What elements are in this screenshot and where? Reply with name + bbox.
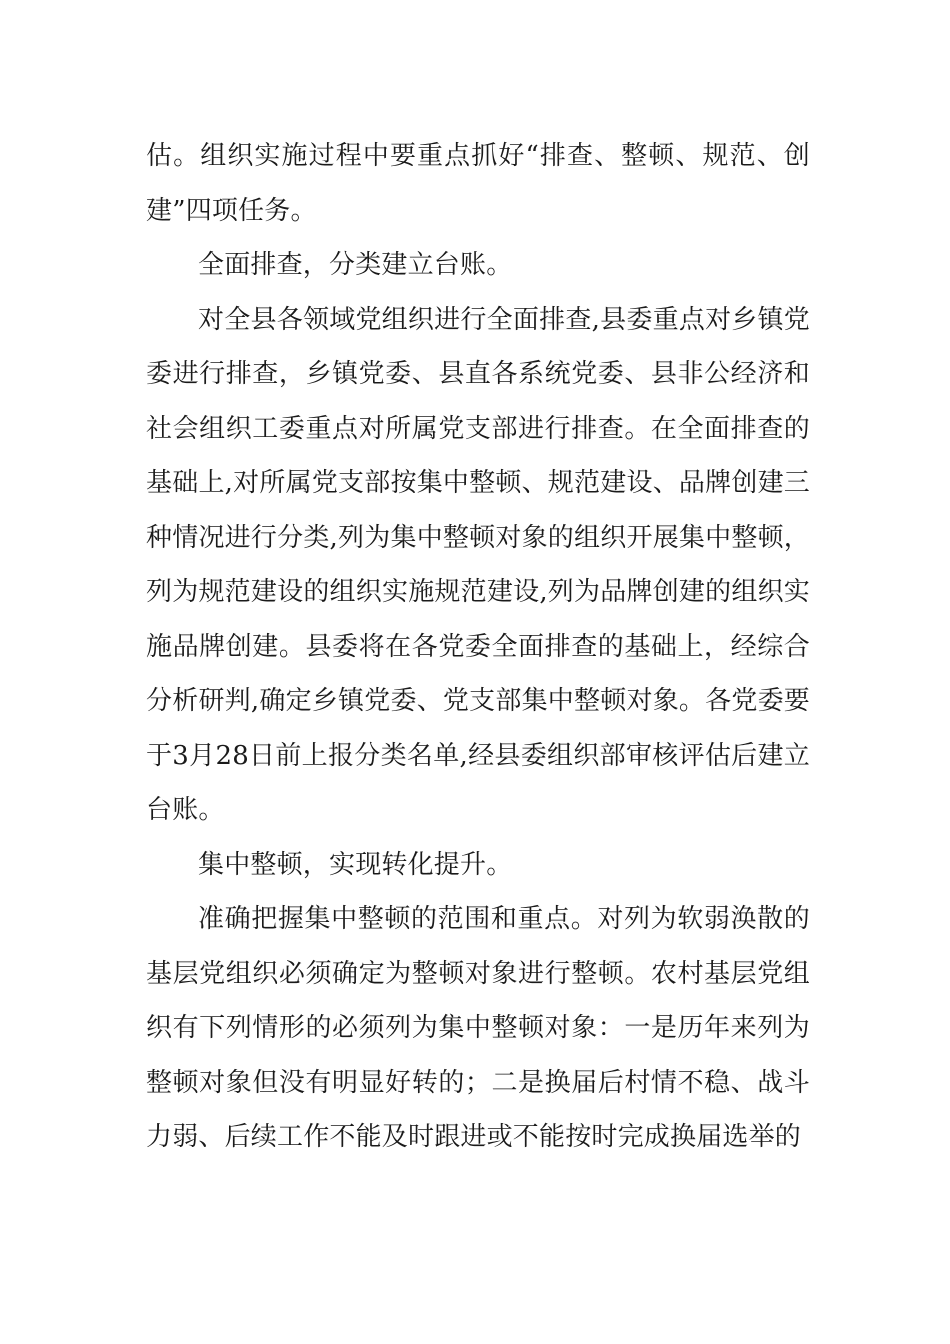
paragraph-investigation: 对全县各领域党组织进行全面排查,县委重点对乡镇党委进行排查，乡镇党委、县直各系统党委、县非公经济和社会组织工委重点对所属党支部进行排查。在全面排查的基础上,对所属党支部按集中整顿、规范建设、品牌创建三种情况进行分类,列为集中整顿对象的组织开展集中整顿，列为规范建设的组织实施规范建设,列为品牌创建的组织实施品牌创建。县委将在各党委全面排查的基础上，经综合分析研判,确定乡镇党委、党支部集中整顿对象。各党委要于3月28日前上报分类名单,经县委组织部审核评估后建立台账。 [146, 304, 810, 825]
section-heading-investigation: 全面排查，分类建立台账。 [198, 250, 513, 280]
paragraph-rectification: 准确把握集中整顿的范围和重点。对列为软弱涣散的基层党组织必须确定为整顿对象进行整顿。农村基层党组织有下列情形的必须列为集中整顿对象：一是历年来列为整顿对象但没有明显好转的；二是换届后村情不稳、战斗力弱、后续工作不能及时跟进或不能按时完成换届选举的 [146, 904, 810, 1152]
section-heading-rectification: 集中整顿，实现转化提升。 [198, 849, 513, 880]
paragraph-continuation: 估。组织实施过程中要重点抓好“排查、整顿、规范、创建”四项任务。 [146, 141, 810, 226]
document-body [146, 129, 810, 1165]
